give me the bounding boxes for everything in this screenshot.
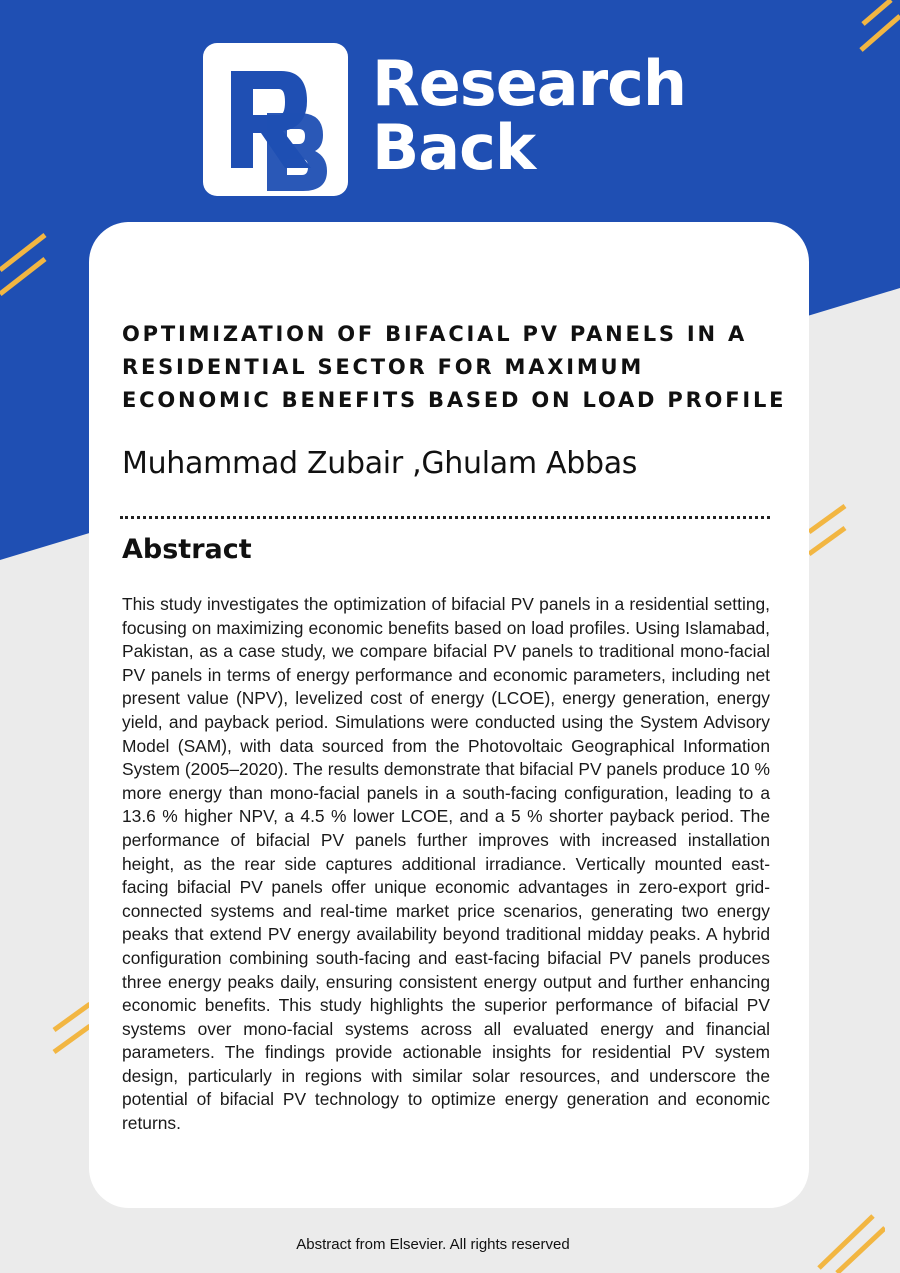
brand-name (372, 47, 687, 184)
footer-credit: Abstract from Elsevier. All rights reserved (296, 1236, 570, 1253)
decorative-stripes-right-middle (805, 500, 850, 560)
decorative-stripes-left-upper (0, 230, 50, 300)
brand-name-line2: Back (372, 111, 536, 184)
abstract-heading: Abstract (122, 534, 252, 565)
decorative-stripes-top-right (855, 0, 900, 60)
brand-name-line1: Research (372, 47, 687, 120)
abstract-body: This study investigates the optimization of bifacial PV panels in a residential setting, focusing on maximizing economic benefits based on load profiles. Using Islamabad, Pakistan, as a case study, we compare bifacial PV panels to traditional mono-facial PV panels in terms of energy performance and economic parameters, including net present value (NPV), levelized cost of energy (LCOE), energy generation, energy yield, and payback period. Simulations were conducted using the System Advisory Model (SAM), with data sourced from the Photovoltaic Geographical Information System (2005–2020). The results demonstrate that bifacial PV panels produce 10 % more energy than mono-facial panels in a south-facing configuration, leading to a 13.6 % higher NPV, a 4.5 % lower LCOE, and a 5 % shorter payback period. The performance of bifacial PV panels further improves with increased installation height, as the rear side captures additional irradiance. Vertically mounted east-facing bifacial PV panels offer unique economic advantages in zero-export grid-connected systems and real-time market price scenarios, generating two energy peaks that extend PV energy availability beyond traditional midday peaks. A hybrid configuration combining south-facing and east-facing bifacial PV panels produces three energy peaks daily, ensuring consistent energy output and further enhancing economic benefits. This study highlights the superior performance of bifacial PV systems over mono-facial systems across all evaluated energy and financial parameters. The findings provide actionable insights for residential PV system design, particularly in regions with similar solar resources, and underscore the potential of bifacial PV technology to optimize energy generation and economic returns. (122, 594, 770, 1134)
rb-monogram-icon (203, 43, 348, 196)
brand-logo (203, 43, 348, 196)
dotted-divider (120, 516, 770, 519)
paper-title: OPTIMIZATION OF BIFACIAL PV PANELS IN A RESIDENTIAL SECTOR FOR MAXIMUM ECONOMIC BENEFITS BASED ON LOAD PROFILE (122, 322, 787, 412)
paper-authors: Muhammad Zubair ,Ghulam Abbas (122, 446, 638, 481)
